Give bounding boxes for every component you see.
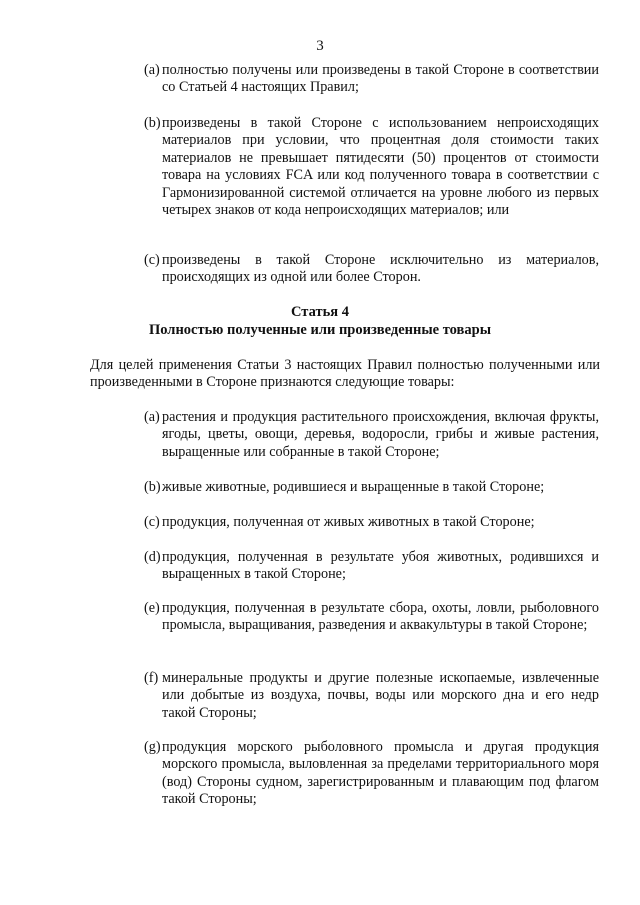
list-item — [144, 514, 599, 531]
page-number: 3 — [316, 38, 324, 54]
list-item-text: продукция, полученная в результате убоя животных, родившихся и выращенных в такой Стороне; — [162, 549, 599, 583]
list-item — [144, 62, 599, 97]
list-item-text: продукция, полученная от живых животных в такой Стороне; — [162, 514, 535, 530]
list-item — [144, 115, 599, 219]
list-item-text: произведены в такой Стороне с использованием непроисходящих материалов при условии, что процентная доля стоимости таких материалов не превышает пятидесяти (50) процентов от стоимости товара на условиях FCA или код полученного товара в соответствии с Гармонизированной системой отличается на уровне любого из первых четырех знаков от кода непроисходящих материалов; или — [162, 115, 599, 219]
list-item-letter: (g) — [144, 739, 161, 755]
list-item-letter: (c) — [144, 252, 160, 268]
list-item — [144, 252, 599, 287]
list-item-text: полностью получены или произведены в такой Стороне в соответствии со Статьей 4 настоящих Правил; — [162, 62, 599, 96]
article-title: Полностью полученные или произведенные товары — [148, 322, 492, 338]
list-item-letter: (a) — [144, 62, 160, 78]
list-item-text: продукция, полученная в результате сбора, охоты, ловли, рыболовного промысла, выращивания, разведения и аквакультуры в такой Стороне; — [162, 600, 599, 634]
list-item-letter: (e) — [144, 600, 160, 616]
list-item — [144, 479, 599, 496]
list-item-letter: (b) — [144, 479, 161, 495]
list-item — [144, 549, 599, 584]
list-item-letter: (b) — [144, 115, 161, 131]
list-item-text: растения и продукция растительного происхождения, включая фрукты, ягоды, цветы, овощи, деревья, водоросли, грибы и живые растения, выращенные или собранные в такой Стороне; — [162, 409, 599, 460]
list-item-letter: (d) — [144, 549, 161, 565]
list-item-text: продукция морского рыболовного промысла и другая продукция морского промысла, выловленная за пределами территориального моря (вод) Стороны судном, зарегистрированным и плавающим под флагом такой Стороны; — [162, 739, 599, 808]
list-item-text: произведены в такой Стороне исключительно из материалов, происходящих из одной или более Сторон. — [162, 252, 599, 286]
intro-paragraph: Для целей применения Статьи 3 настоящих Правил полностью полученными или произведенными в Стороне признаются следующие товары: — [90, 357, 600, 391]
list-item — [144, 670, 599, 722]
list-item-letter: (a) — [144, 409, 160, 425]
list-item — [144, 739, 599, 809]
list-item-text: минеральные продукты и другие полезные ископаемые, извлеченные или добытые из воздуха, почвы, воды или морского дна и его недр такой Стороны; — [162, 670, 599, 721]
list-item-text: живые животные, родившиеся и выращенные в такой Стороне; — [162, 479, 545, 495]
list-item-letter: (f) — [144, 670, 159, 686]
article-number: Статья 4 — [291, 304, 349, 320]
list-item-letter: (c) — [144, 514, 160, 530]
list-item — [144, 600, 599, 635]
list-item — [144, 409, 599, 461]
